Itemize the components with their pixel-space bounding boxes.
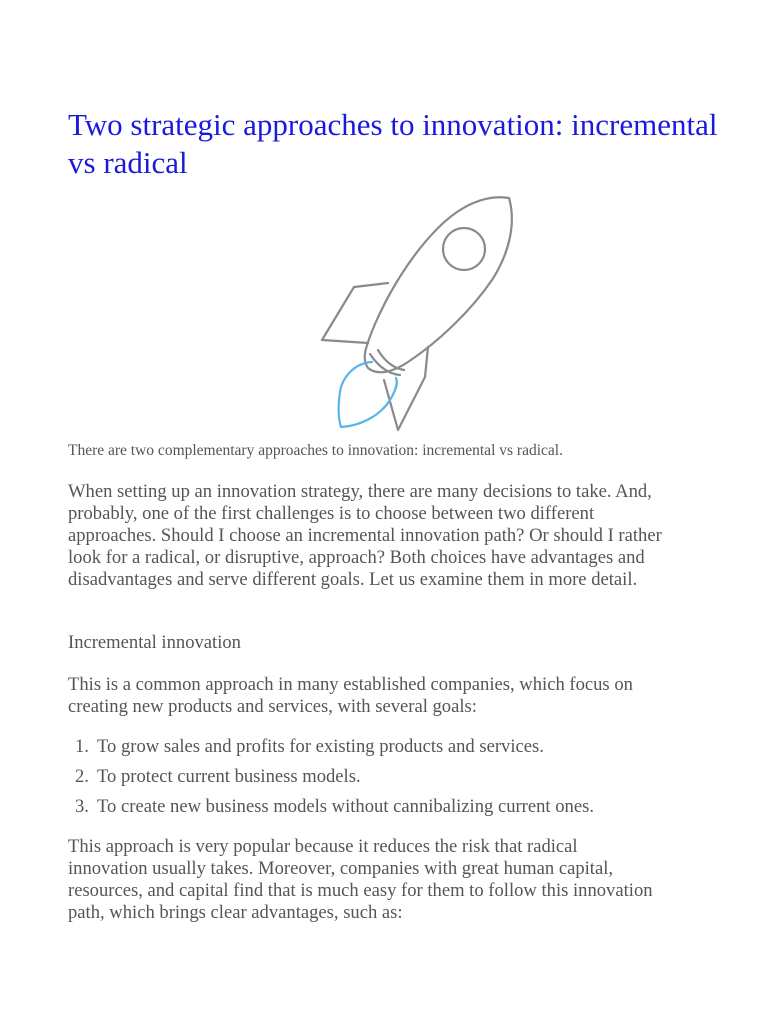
list-item xyxy=(68,736,738,766)
closing-line: innovation usually takes. Moreover, companies with great human capital, xyxy=(68,858,614,879)
section-heading: Incremental innovation xyxy=(68,632,241,653)
intro-line: disadvantages and serve different goals. Let us examine them in more detail. xyxy=(68,569,638,590)
intro-line: probably, one of the first challenges is to choose between two different xyxy=(68,503,595,524)
article-title: Two strategic approaches to innovation: incremental vs radical xyxy=(68,107,718,180)
closing-paragraph xyxy=(68,836,738,924)
list-item-text: To grow sales and profits for existing products and services. xyxy=(97,736,544,757)
list-item xyxy=(68,796,738,826)
section-intro-paragraph xyxy=(68,674,738,718)
intro-paragraph xyxy=(68,481,738,591)
list-item xyxy=(68,766,738,796)
closing-line: resources, and capital find that is much easy for them to follow this innovation xyxy=(68,880,653,901)
goals-list xyxy=(68,736,738,826)
list-item-number: 2. xyxy=(75,766,89,787)
list-item-number: 1. xyxy=(75,736,89,757)
image-caption: There are two complementary approaches to innovation: incremental vs radical. xyxy=(68,442,563,459)
closing-line: path, which brings clear advantages, such as: xyxy=(68,902,403,923)
list-item-number: 3. xyxy=(75,796,89,817)
list-item-text: To protect current business models. xyxy=(97,766,361,787)
section-intro-line: creating new products and services, with several goals: xyxy=(68,696,477,717)
intro-line: approaches. Should I choose an incremental innovation path? Or should I rather xyxy=(68,525,662,546)
list-item-text: To create new business models without cannibalizing current ones. xyxy=(97,796,594,817)
intro-line: When setting up an innovation strategy, there are many decisions to take. And, xyxy=(68,481,652,502)
intro-line: look for a radical, or disruptive, approach? Both choices have advantages and xyxy=(68,547,645,568)
rocket-icon xyxy=(280,192,516,432)
closing-line: This approach is very popular because it reduces the risk that radical xyxy=(68,836,578,857)
section-intro-line: This is a common approach in many established companies, which focus on xyxy=(68,674,633,695)
rocket-illustration xyxy=(280,192,516,432)
